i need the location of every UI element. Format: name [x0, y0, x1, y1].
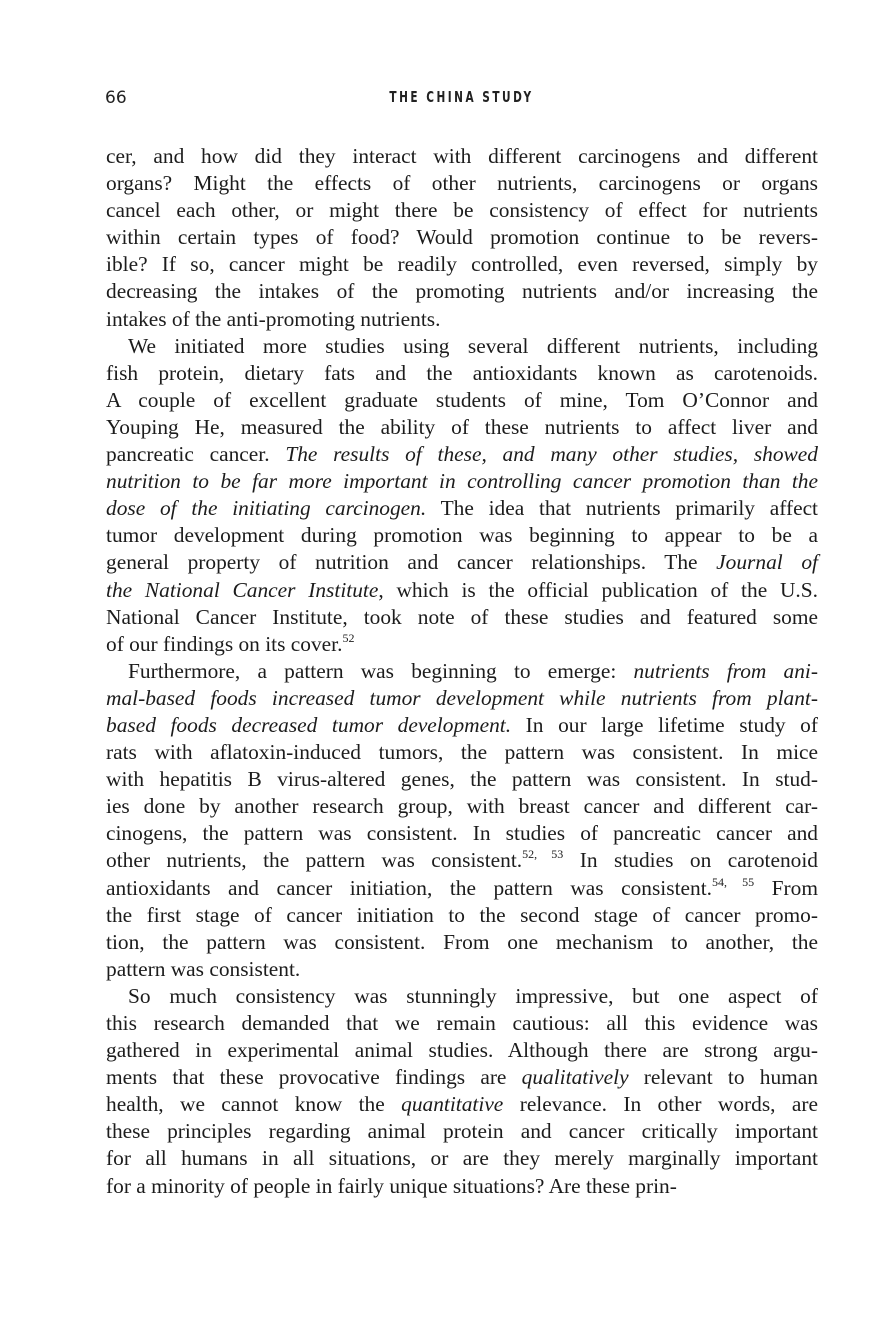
text-line — [106, 712, 818, 739]
text-line — [106, 278, 818, 305]
text-line — [106, 360, 818, 387]
text-run: within certain types of food? Would promotion continue to be revers- — [106, 225, 818, 250]
emphasis-text: qualitatively — [521, 1065, 629, 1090]
text-run: the first stage of cancer initiation to the second stage of cancer promo- — [106, 902, 818, 927]
text-run: relevance. In other words, are — [503, 1092, 818, 1117]
text-run: cinogens, the pattern was consistent. In studies of pancreatic cancer and — [106, 821, 818, 846]
text-line — [106, 956, 818, 983]
text-line — [106, 306, 818, 333]
text-run: fish protein, dietary fats and the antioxidants known as carotenoids. — [106, 360, 818, 385]
footnote-reference: 54, 55 — [712, 874, 755, 889]
emphasis-text: dose of the initiating carcinogen. — [106, 496, 427, 521]
text-line — [106, 631, 818, 658]
text-line — [106, 658, 818, 685]
text-line — [106, 251, 818, 278]
text-run: intakes of the anti-promoting nutrients. — [106, 306, 441, 331]
emphasis-text: Journal of — [716, 550, 818, 575]
emphasis-text: based foods decreased tumor development. — [106, 712, 512, 737]
text-run: , which is the official publication of the U.S. — [378, 577, 818, 602]
page-number: 66 — [105, 88, 127, 108]
text-line — [106, 495, 818, 522]
emphasis-text: mal-based foods increased tumor development while nutrients from plant- — [106, 685, 818, 710]
text-line — [106, 1064, 818, 1091]
emphasis-text: the National Cancer Institute — [106, 577, 379, 602]
text-run: ible? If so, cancer might be readily controlled, even reversed, simply by — [106, 252, 818, 277]
text-run: Youping He, measured the ability of these nutrients to affect liver and — [106, 414, 818, 439]
text-line — [106, 902, 818, 929]
text-line — [106, 170, 818, 197]
text-run: National Cancer Institute, took note of these studies and featured some — [106, 604, 818, 629]
text-line — [106, 820, 818, 847]
paragraph — [106, 658, 818, 983]
text-run: A couple of excellent graduate students of mine, Tom O’Connor and — [106, 387, 818, 412]
text-run: Furthermore, a pattern was beginning to emerge: — [128, 658, 634, 683]
text-run: cancel each other, or might there be consistency of effect for nutrients — [106, 198, 818, 223]
text-line — [106, 1145, 818, 1172]
text-run: decreasing the intakes of the promoting nutrients and/or increasing the — [106, 279, 818, 304]
text-run: ments that these provocative findings are — [106, 1065, 522, 1090]
text-line — [106, 875, 818, 902]
text-line — [106, 387, 818, 414]
text-line — [106, 739, 818, 766]
text-run: We initiated more studies using several different nutrients, including — [128, 333, 818, 358]
text-run: cer, and how did they interact with different carcinogens and different — [106, 144, 818, 168]
text-line — [106, 604, 818, 631]
text-run: health, we cannot know the — [106, 1092, 402, 1117]
text-line — [106, 333, 818, 360]
text-line — [106, 929, 818, 956]
text-run: gathered in experimental animal studies. Although there are strong argu- — [106, 1038, 818, 1063]
footnote-reference: 52 — [342, 630, 355, 645]
text-run: In our large lifetime study of — [511, 712, 818, 737]
text-line — [106, 549, 818, 576]
text-run: The idea that nutrients primarily affect — [426, 496, 819, 521]
emphasis-text: The results of these, and many other studies, showed — [285, 442, 818, 467]
text-line — [106, 414, 818, 441]
text-line — [106, 1037, 818, 1064]
text-run: ies done by another research group, with breast cancer and different car- — [106, 794, 818, 819]
text-line — [106, 793, 818, 820]
text-line — [106, 441, 818, 468]
text-line — [106, 685, 818, 712]
text-line — [106, 197, 818, 224]
text-run: So much consistency was stunningly impressive, but one aspect of — [128, 983, 818, 1008]
text-run: From — [754, 875, 819, 900]
text-run: tion, the pattern was consistent. From one mechanism to another, the — [106, 929, 818, 954]
text-line — [106, 522, 818, 549]
text-run: tumor development during promotion was beginning to appear to be a — [106, 523, 818, 548]
text-run: for all humans in all situations, or are they merely marginally important — [106, 1146, 818, 1171]
text-run: In studies on carotenoid — [563, 848, 819, 873]
book-title: THE CHINA STUDY — [389, 88, 534, 106]
text-run: for a minority of people in fairly unique situations? Are these prin- — [106, 1173, 677, 1198]
text-run: other nutrients, the pattern was consistent. — [106, 848, 523, 873]
text-line — [106, 766, 818, 793]
text-line — [106, 1173, 818, 1200]
text-line — [106, 143, 818, 170]
text-run: pancreatic cancer. — [106, 442, 286, 467]
text-line — [106, 983, 818, 1010]
text-line — [106, 1010, 818, 1037]
footnote-reference: 52, 53 — [522, 847, 564, 862]
text-line — [106, 577, 818, 604]
text-run: rats with aflatoxin-induced tumors, the pattern was consistent. In mice — [106, 740, 818, 765]
text-run: antioxidants and cancer initiation, the pattern was consistent. — [106, 875, 712, 900]
text-line — [106, 468, 818, 495]
emphasis-text: quantitative — [401, 1092, 504, 1117]
paragraph — [106, 143, 818, 333]
text-line — [106, 224, 818, 251]
paragraph — [106, 333, 818, 658]
text-run: with hepatitis B virus-altered genes, the pattern was consistent. In stud- — [106, 767, 818, 792]
text-run: these principles regarding animal protein and cancer critically important — [106, 1119, 818, 1144]
emphasis-text: nutrients from ani- — [633, 658, 818, 683]
text-run: organs? Might the effects of other nutrients, carcinogens or organs — [106, 171, 818, 196]
text-run: this research demanded that we remain cautious: all this evidence was — [106, 1011, 818, 1035]
text-line — [106, 1118, 818, 1145]
running-head — [105, 88, 818, 114]
text-run: of our findings on its cover. — [106, 631, 343, 656]
text-run: relevant to human — [628, 1065, 818, 1090]
body-text — [106, 143, 818, 1200]
text-run: pattern was consistent. — [106, 956, 301, 981]
text-line — [106, 1091, 818, 1118]
text-line — [106, 847, 818, 874]
text-run: general property of nutrition and cancer relationships. The — [106, 550, 717, 575]
emphasis-text: nutrition to be far more important in controlling cancer promotion than the — [106, 469, 818, 494]
paragraph — [106, 983, 818, 1200]
